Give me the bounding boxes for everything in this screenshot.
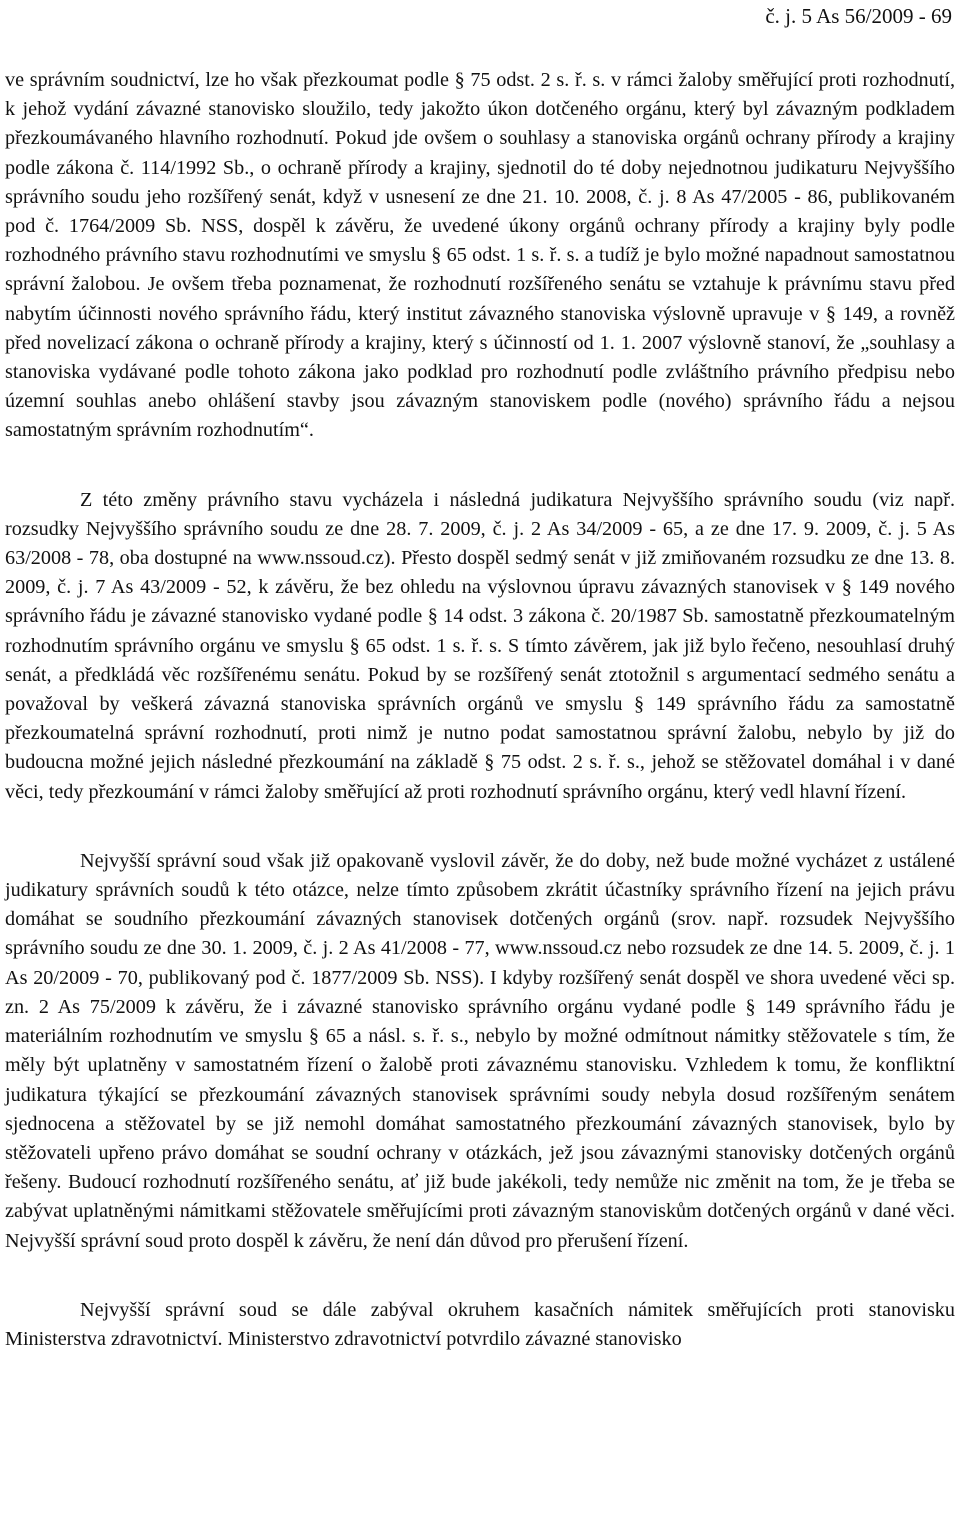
paragraph-spacer [5, 807, 955, 847]
paragraph-1: ve správním soudnictví, lze ho však přezkoumat podle § 75 odst. 2 s. ř. s. v rámci žaloby směřující proti rozhodnutí, k jehož vydání závazné stanovisko sloužilo, tedy jakožto úkon dotčeného orgánu, který byl závazným podkladem přezkoumávaného hlavního rozhodnutí. Pokud jde ovšem o souhlasy a stanoviska orgánů ochrany přírody a krajiny podle zákona č. 114/1992 Sb., o ochraně přírody a krajiny, sjednotil do té doby nejednotnou judikaturu Nejvyššího správního soudu jeho rozšířený senát, když v usnesení ze dne 21. 10. 2008, č. j. 8 As 47/2005 - 86, publikovaném pod č. 1764/2009 Sb. NSS, dospěl k závěru, že uvedené úkony orgánů ochrany přírody a krajiny byly podle rozhodného právního stavu rozhodnutími ve smyslu § 65 odst. 1 s. ř. s. a tudíž je bylo možné napadnout samostatnou správní žalobou. Je ovšem třeba poznamenat, že rozhodnutí rozšířeného senátu se vztahuje k právnímu stavu před nabytím účinnosti nového správního řádu, který institut závazného stanoviska výslovně upravuje v § 149, a rovněž před novelizací zákona o ochraně přírody a krajiny, který s účinností od 1. 1. 2007 výslovně stanoví, že „souhlasy a stanoviska vydávané podle tohoto zákona jako podklad pro rozhodnutí podle zvláštního právního předpisu nebo územní souhlas anebo ohlášení stavby jsou závazným stanoviskem podle (nového) správního řádu a nejsou samostatným správním rozhodnutím“. [5, 69, 955, 442]
paragraph-4: Nejvyšší správní soud se dále zabýval okruhem kasačních námitek směřujících proti stanovisku Ministerstva zdravotnictví. Ministerstvo zdravotnictví potvrdilo závazné stanovisko [5, 1298, 955, 1350]
paragraph-spacer [5, 446, 955, 486]
paragraph-2: Z této změny právního stavu vycházela i následná judikatura Nejvyššího správního soudu (viz např. rozsudky Nejvyššího správního soudu ze dne 28. 7. 2009, č. j. 2 As 34/2009 - 65, a ze dne 17. 9. 2009, č. j. 5 As 63/2008 - 78, oba dostupné na www.nssoud.cz). Přesto dospěl sedmý senát v již zmiňovaném rozsudku ze dne 13. 8. 2009, č. j. 7 As 43/2009 - 52, k závěru, že bez ohledu na výslovnou úpravu závazných stanovisek v § 149 nového správního řádu je závazné stanovisko vydané podle § 14 odst. 3 zákona č. 20/1987 Sb. samostatně přezkoumatelným rozhodnutím správního orgánu ve smyslu § 65 odst. 1 s. ř. s. S tímto závěrem, jak již bylo řečeno, nesouhlasí druhý senát, a předkládá věc rozšířenému senátu. Pokud by se rozšířený senát ztotožnil s argumentací sedmého senátu a považoval by veškerá závazná stanoviska správních orgánů ve smyslu § 149 správního řádu za samostatně přezkoumatelná správní rozhodnutí, proti nimž je nutno podat samostatnou správní žalobu, nebylo by již do budoucna možné jejich následné přezkoumání na základě § 75 odst. 2 s. ř. s., jehož se stěžovatel domáhal i v dané věci, tedy přezkoumání v rámci žaloby směřující až proti rozhodnutí správního orgánu, který vedl hlavní řízení. [5, 488, 955, 803]
document-body [5, 66, 955, 1354]
case-reference-header: č. j. 5 As 56/2009 - 69 [765, 4, 952, 28]
paragraph-3: Nejvyšší správní soud však již opakovaně vyslovil závěr, že do doby, než bude možné vycházet z ustálené judikatury správních soudů k této otázce, nelze tímto způsobem zkrátit účastníky správního řízení na jejich právu domáhat se soudního přezkoumání závazných stanovisek dotčených orgánů (srov. např. rozsudek Nejvyššího správního soudu ze dne 30. 1. 2009, č. j. 2 As 41/2008 - 77, www.nssoud.cz nebo rozsudek ze dne 14. 5. 2009, č. j. 1 As 20/2009 - 70, publikovaný pod č. 1877/2009 Sb. NSS). I kdyby rozšířený senát dospěl ve shora uvedené věci sp. zn. 2 As 75/2009 k závěru, že i závazné stanovisko správního orgánu vydané podle § 149 správního řádu je materiálním rozhodnutím ve smyslu § 65 a násl. s. ř. s., nebylo by možné odmítnout námitky stěžovatele s tím, že měly být uplatněny v samostatném řízení o žalobě proti závaznému stanovisku. Vzhledem k tomu, že konfliktní judikatura týkající se přezkoumání závazných stanovisek správními soudy nebyla dosud rozšířeným senátem sjednocena a stěžovatel by se již nemohl domáhat samostatného přezkoumání závazných stanovisek, bylo by stěžovateli upřeno právo domáhat se soudní ochrany v otázkách, jež jsou závaznými stanovisky dotčených orgánů řešeny. Budoucí rozhodnutí rozšířeného senátu, ať již bude jakékoli, tedy nemůže nic změnit na tom, že je třeba se zabývat uplatněnými námitkami stěžovatele směřujícími proti závazným stanoviskům dotčených orgánů v dané věci. Nejvyšší správní soud proto dospěl k závěru, že není dán důvod pro přerušení řízení. [5, 849, 955, 1252]
paragraph-spacer [5, 1256, 955, 1296]
